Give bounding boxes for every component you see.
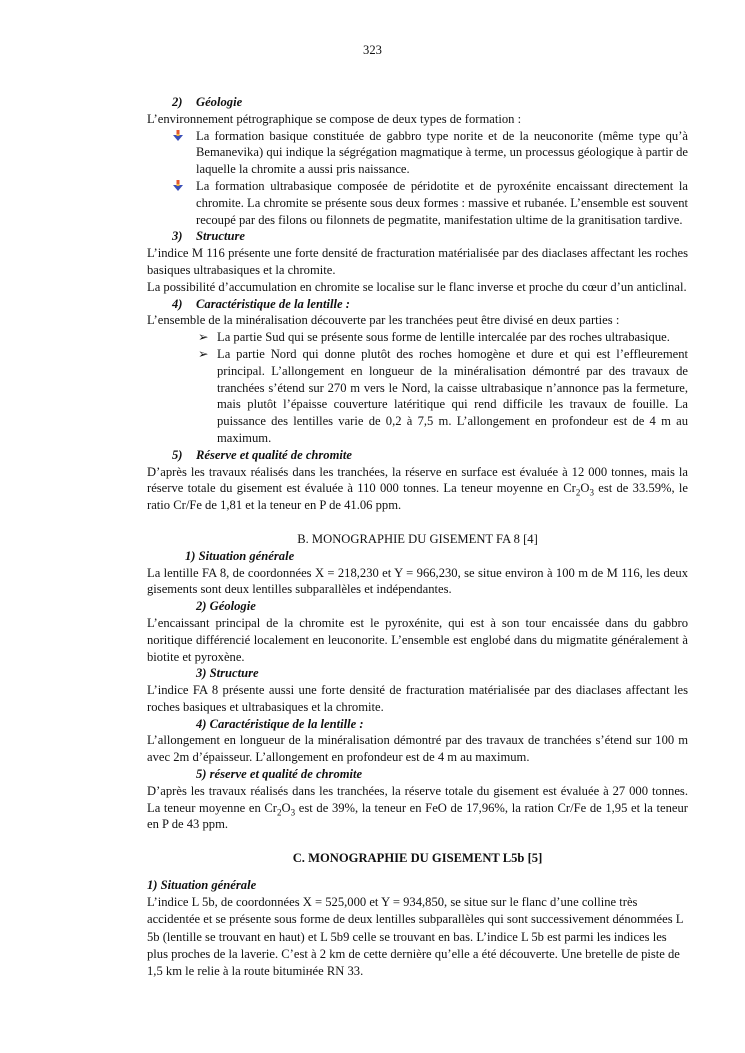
paragraph: L’encaissant principal de la chromite est le pyroxénite, qui est à son tour encaissée dans du gabbro noritique différencié localement en leuconorite. L’ensemble est englobé dans du migmatite généralement à biotite et pyroxène. <box>147 615 688 664</box>
arrowhead-bullet-icon: ➢ <box>198 330 209 345</box>
heading-situation: 1) Situation générale <box>147 878 257 893</box>
list-item: La formation ultrabasique composée de péridotite et de pyroxénite encaissant directement la chromite. La chromite se présente sous deux formes : massive et rubanée. L’ensemble est souvent recoupé par des filons ou filonnets de pegmatite, manifestation ultime de la granitisation tardive. <box>147 178 688 228</box>
document-body <box>147 94 688 981</box>
page-number: 323 <box>363 43 382 57</box>
heading-structure: 3) Structure <box>196 666 259 681</box>
heading-geologie: 2) Géologie <box>172 95 243 109</box>
heading-reserve: 5) Réserve et qualité de chromite <box>172 447 352 462</box>
arrowhead-bullet-icon: ➢ <box>198 346 209 361</box>
paragraph: La lentille FA 8, de coordonnées X = 218,230 et Y = 966,230, se situe environ à 100 m de M 116, les deux gisements sont deux lentilles subparallèles et indépendantes. <box>147 565 688 597</box>
heading-situation: 1) Situation générale <box>185 548 295 563</box>
heading-reserve: 5) réserve et qualité de chromite <box>196 767 363 782</box>
section-title-b: B. MONOGRAPHIE DU GISEMENT FA 8 [4] <box>297 531 538 546</box>
paragraph: L’environnement pétrographique se compose de deux types de formation : <box>147 111 522 126</box>
heading-geologie: 2) Géologie <box>196 599 256 614</box>
list-item: ➢ La partie Sud qui se présente sous forme de lentille intercalée par des roches ultrabasique. <box>198 330 670 345</box>
paragraph: L’indice FA 8 présente aussi une forte densité de fracturation matérialisée par des diaclases affectant les roches basiques et ultrabasiques et la chromite. <box>147 683 688 714</box>
paragraph: L’indice M 116 présente une forte densité de fracturation matérialisée par des diaclases affectant les roches basiques ultrabasiques et la chromite. <box>147 246 688 277</box>
heading-structure: 3) Structure <box>172 229 245 244</box>
paragraph: La possibilité d’accumulation en chromite se localise sur le flanc inverse et proche du cœur d’un anticlinal. <box>147 279 687 294</box>
arrow-down-bullet-icon <box>172 180 184 192</box>
paragraph: L’ensemble de la minéralisation découverte par les tranchées peut être divisé en deux parties : <box>147 313 620 328</box>
paragraph: L’allongement en longueur de la minéralisation démontré par des travaux de tranchées s’étend sur 100 m avec 2m d’épaisseur. L’allongement en profondeur est de 4 m au maximum. <box>147 733 688 765</box>
paragraph: D’après les travaux réalisés dans les tranchées, la réserve totale du gisement est évaluée à 27 000 tonnes. La teneur moyenne en $Cr_2O_3$ est de 39%, la teneur en FeO de 17,96%, la ration Cr/Fe de 1,95 et la teneur en P de 43 ppm. <box>147 783 688 832</box>
arrow-down-bullet-icon <box>172 130 184 142</box>
section-title-c: C. MONOGRAPHIE DU GISEMENT L5b [5] <box>292 851 543 866</box>
paragraph: D’après les travaux réalisés dans les tranchées, la réserve en surface est évaluée à 12 000 tonnes, mais la réserve totale du gisement est évaluée à 110 000 tonnes. La teneur moyenne en $Cr_2O_3$ est de 33.59%, le ratio Cr/Fe de 1,81 et la teneur en P de 41.06 ppm. <box>147 464 688 513</box>
paragraph: L’indice L 5b, de coordonnées X = 525,000 et Y = 934,850, se situe sur le flanc d’une colline très accidentée et se présente sous forme de deux lentilles subparallèles qui sont successivement dénommées L 5b (lentille se trouvant en haut) et L 5b9 celle se trouvant en bas. L’indice L 5b est parmi les indices les plus proches de la laverie. C’est à 2 km de cette dernière qu’elle a été découverte. Une bretelle de piste de 1,5 km le relie à la route bitumінée RN 33. <box>147 894 683 979</box>
heading-lentille: 4) Caractéristique de la lentille : <box>196 716 364 731</box>
heading-lentille: 4) Caractéristique de la lentille : <box>172 296 350 311</box>
list-item: ➢ La partie Nord qui donne plutôt des roches homogène et dure et qui est l’effleurement principal. L’allongement en longueur de la minéralisation démontré par des travaux de tranchées s’étend sur 270 m vers le Nord, la caisse ultrabasique n’annonce pas la fermeture, mais plutôt l’épaisse couverture latéritique qui rend difficile les travaux de fouille. La puissance des lentilles varie de 0,2 à 7,5 m. L’allongement en profondeur est de 4 m au maximum. <box>198 346 688 445</box>
list-item: La formation basique constituée de gabbro type norite et de la neuconorite (même type qu’à Bemanevika) qui indique la ségrégation magmatique à terme, un processus géologique à partir de laquelle la chromite a aussi pris naissance. <box>147 128 688 178</box>
